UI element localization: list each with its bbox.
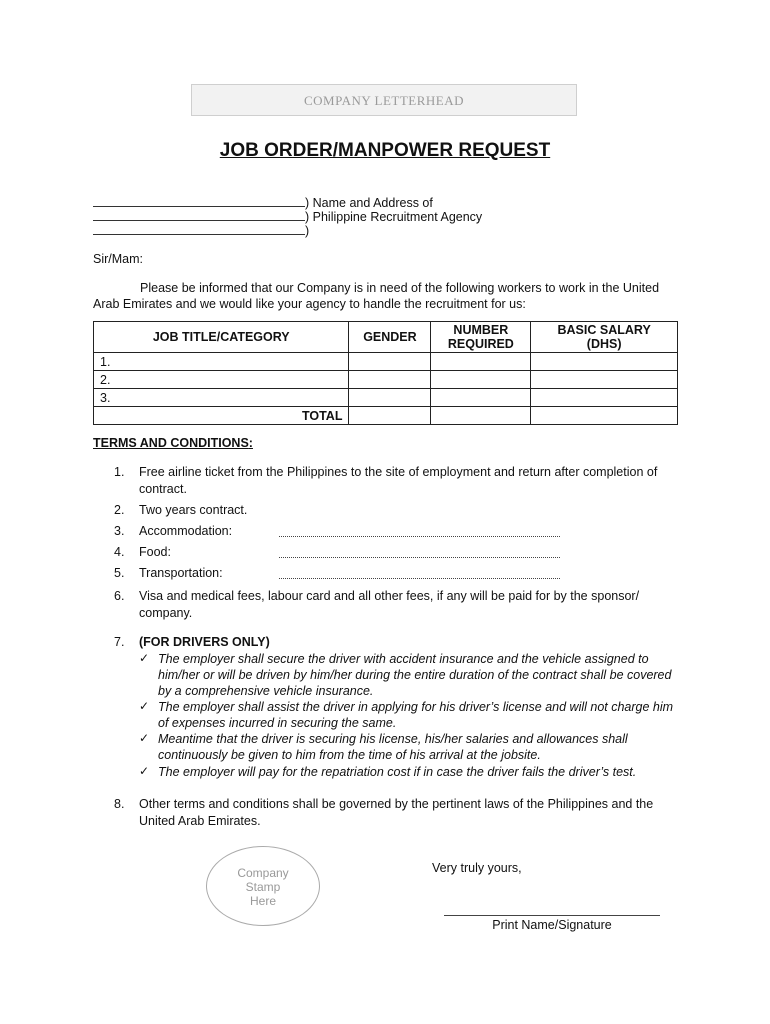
salary-total-cell[interactable]	[531, 407, 678, 425]
header-number-required: NUMBER REQUIRED	[431, 322, 531, 353]
header-gender: GENDER	[349, 322, 431, 353]
total-row	[94, 407, 678, 425]
driver-bullet-text: The employer will pay for the repatriation cost if in case the driver fails the driver’s test.	[158, 765, 637, 779]
total-label: TOTAL	[94, 407, 349, 425]
gender-cell[interactable]	[349, 371, 431, 389]
address-line-3: )	[93, 224, 309, 238]
signature-line[interactable]	[444, 914, 660, 916]
address-line-1: ) Name and Address of	[93, 196, 433, 210]
number-cell[interactable]	[431, 389, 531, 407]
term-number: 2.	[114, 503, 125, 517]
accommodation-blank[interactable]	[279, 535, 560, 537]
term-number: 3.	[114, 524, 125, 538]
check-icon: ✓	[139, 731, 150, 745]
term-number: 5.	[114, 566, 125, 580]
blank-line[interactable]	[93, 210, 305, 221]
gender-cell[interactable]	[349, 389, 431, 407]
row-number[interactable]: 2.	[94, 371, 349, 389]
term-text: Other terms and conditions shall be governed by the pertinent laws of the Philippines and the United Arab Emirates.	[139, 797, 654, 828]
number-cell[interactable]	[431, 353, 531, 371]
salary-cell[interactable]	[531, 389, 678, 407]
number-cell[interactable]	[431, 371, 531, 389]
transportation-blank[interactable]	[279, 577, 560, 579]
check-icon: ✓	[139, 699, 150, 713]
closing-text: Very truly yours,	[432, 861, 522, 875]
term-text: Food:	[139, 545, 171, 559]
term-text: Free airline ticket from the Philippines to the site of employment and return after completion of contract.	[139, 465, 658, 496]
table-header-row	[94, 322, 678, 353]
number-total-cell[interactable]	[431, 407, 531, 425]
term-number: 6.	[114, 589, 125, 603]
salary-cell[interactable]	[531, 371, 678, 389]
signature-label: Print Name/Signature	[492, 918, 612, 932]
term-number: 7.	[114, 635, 125, 649]
document-title: JOB ORDER/MANPOWER REQUEST	[219, 140, 551, 161]
term-number: 4.	[114, 545, 125, 559]
term-text: Two years contract.	[139, 503, 248, 517]
term-text: (FOR DRIVERS ONLY)	[139, 635, 270, 649]
table-row	[94, 353, 678, 371]
header-job-title: JOB TITLE/CATEGORY	[94, 322, 349, 353]
check-icon: ✓	[139, 651, 150, 665]
salutation: Sir/Mam:	[93, 252, 143, 266]
row-number[interactable]: 3.	[94, 389, 349, 407]
table-row	[94, 389, 678, 407]
driver-bullet-text: Meantime that the driver is securing his license, his/her salaries and allowances shall continuously be given to him from the time of his arrival at the jobsite.	[158, 732, 628, 762]
table-row	[94, 371, 678, 389]
terms-heading: TERMS AND CONDITIONS:	[93, 436, 253, 450]
salary-cell[interactable]	[531, 353, 678, 371]
address-line-2: ) Philippine Recruitment Agency	[93, 210, 482, 224]
term-number: 8.	[114, 797, 125, 811]
food-blank[interactable]	[279, 556, 560, 558]
term-text: Transportation:	[139, 566, 223, 580]
intro-paragraph: Please be informed that our Company is in need of the following workers to work in the United Arab Emirates and we would like your agency to handle the recruitment for us:	[93, 281, 660, 311]
company-letterhead: COMPANY LETTERHEAD	[191, 84, 577, 116]
blank-line[interactable]	[93, 224, 305, 235]
blank-line[interactable]	[93, 196, 305, 207]
gender-cell[interactable]	[349, 353, 431, 371]
driver-bullet-text: The employer shall secure the driver with accident insurance and the vehicle assigned to him/her or will be driven by him/her during the entire duration of the contract shall be covered by a comprehensive vehicle insurance.	[158, 652, 672, 698]
manpower-table	[93, 321, 678, 425]
row-number[interactable]: 1.	[94, 353, 349, 371]
driver-bullet-text: The employer shall assist the driver in applying for his driver’s license and will not charge him of expenses incurred in securing the same.	[158, 700, 674, 730]
term-text: Visa and medical fees, labour card and all other fees, if any will be paid for by the sponsor/ company.	[139, 589, 640, 620]
gender-cell[interactable]	[349, 407, 431, 425]
header-basic-salary: BASIC SALARY (DHS)	[531, 322, 678, 353]
term-number: 1.	[114, 465, 125, 479]
term-text: Accommodation:	[139, 524, 233, 538]
check-icon: ✓	[139, 764, 150, 778]
company-stamp-placeholder: Company Stamp Here	[206, 846, 320, 926]
